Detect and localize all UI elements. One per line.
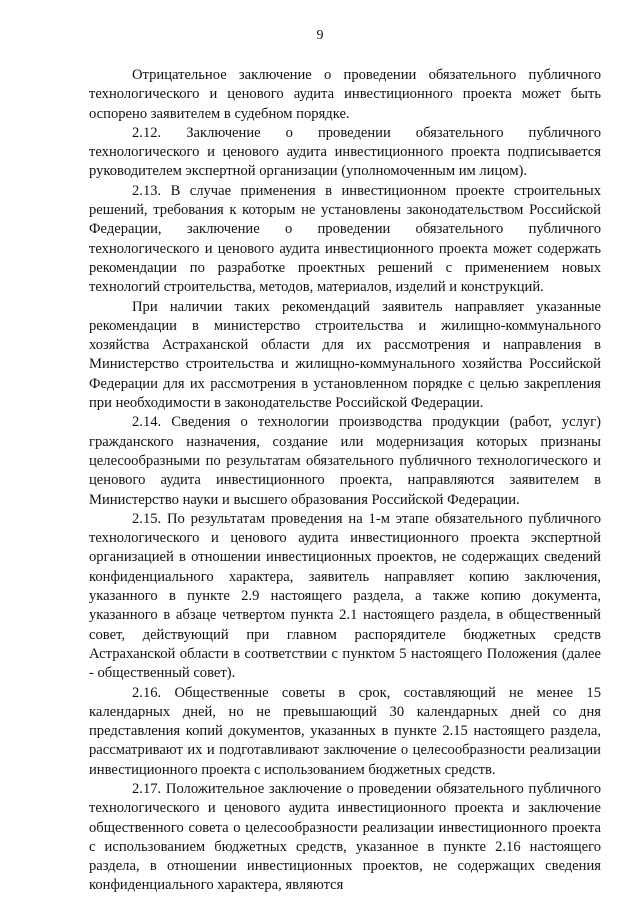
page-number: 9 <box>316 28 324 43</box>
paragraph-2-16: 2.16. Общественные советы в срок, составляющий не менее 15 календарных дней, но не превышающий 30 календарных дней со дня представления копий документов, указанных в пункте 2.15 настоящего раздела, рассматривают их и подготавливают заключение о целесообразности реализации инвестиционного проекта с использованием бюджетных средств. <box>89 684 601 778</box>
paragraph-appeal-negative-conclusion: Отрицательное заключение о проведении обязательного публичного технологического и ценового аудита инвестиционного проекта может быть оспорено заявителем в судебном порядке. <box>89 67 601 122</box>
paragraph-2-12: 2.12. Заключение о проведении обязательного публичного технологического и ценового аудита инвестиционного проекта подписывается руководителем экспертной организации (уполномоченным им лицом). <box>89 124 601 180</box>
paragraph-2-14: 2.14. Сведения о технологии производства продукции (работ, услуг) гражданского назначения, создание или модернизация которых признаны целесообразными по результатам обязательного публичного технологического и ценового аудита инвестиционного проекта, направляются заявителем в Министерство науки и высшего образования Российской Федерации. <box>89 414 601 508</box>
paragraph-2-15: 2.15. По результатам проведения на 1-м этапе обязательного публичного технологического и ценового аудита инвестиционного проекта экспертной организацией в отношении инвестиционных проектов, не содержащих сведений конфиденциального характера, заявитель направляет копию заключения, указанного в пункте 2.9 настоящего раздела, а также копию документа, указанного в абзаце четвертом пункта 2.1 настоящего раздела, в общественный совет, действующий при главном распорядителе бюджетных средств Астраханской области в соответствии с пунктом 5 настоящего Положения (далее - общественный совет). <box>89 510 601 682</box>
paragraph-recommendations: При наличии таких рекомендаций заявитель направляет указанные рекомендации в министерство строительства и жилищно-коммунального хозяйства Астраханской области для их рассмотрения и направления в Министерство строительства и жилищно-коммунального хозяйства Российской Федерации для их рассмотрения в установленном порядке с целью закрепления при необходимости в законодательстве Российской Федерации. <box>89 298 601 412</box>
document-body <box>89 66 601 896</box>
paragraph-2-13: 2.13. В случае применения в инвестиционном проекте строительных решений, требования к которым не установлены законодательством Российской Федерации, заключение о проведении обязательного публичного технологического и ценового аудита инвестиционного проекта может содержать рекомендации по разработке проектных решений с применением новых технологий строительства, методов, материалов, изделий и конструкций. <box>89 182 601 296</box>
paragraph-2-17: 2.17. Положительное заключение о проведении обязательного публичного технологического и ценового аудита инвестиционного проекта и заключение общественного совета о целесообразности реализации инвестиционного проекта с использованием бюджетных средств, указанное в пункте 2.16 настоящего раздела, в отношении инвестиционных проектов, не содержащих сведения конфиденциального характера, являются <box>89 780 601 894</box>
